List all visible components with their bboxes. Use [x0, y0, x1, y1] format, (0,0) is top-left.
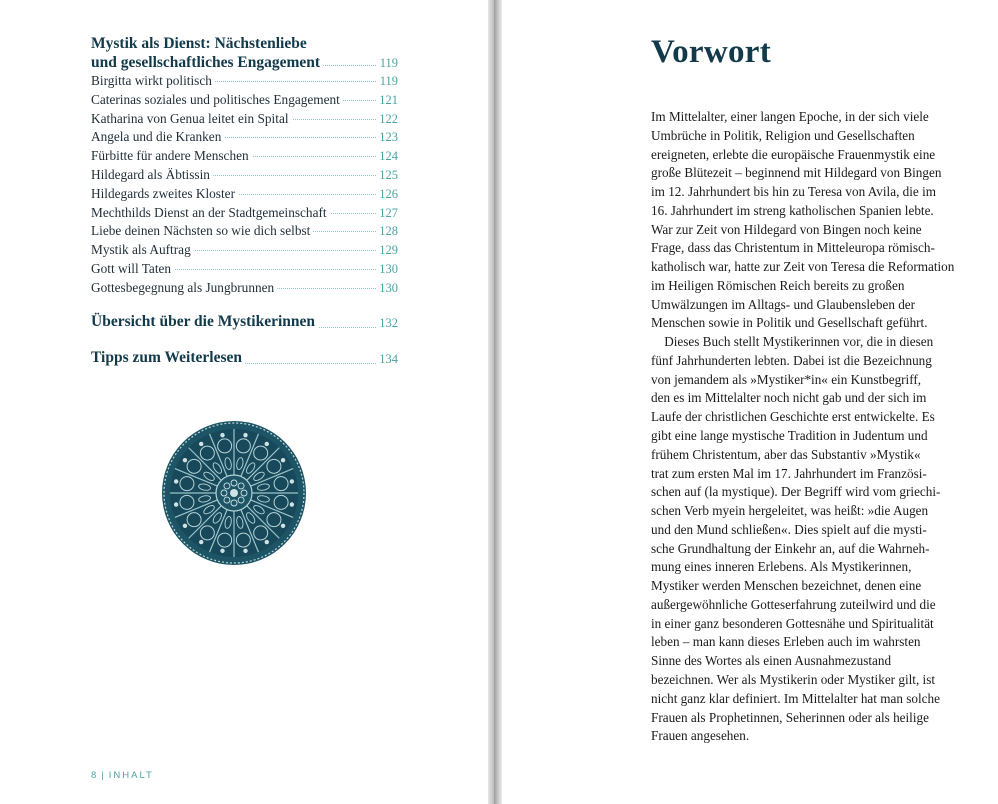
body-line: Im Mittelalter, einer langen Epoche, in der sich viele — [651, 109, 929, 124]
toc-entry-page: 119 — [377, 72, 398, 90]
body-line: Umwälzungen im Alltags- und Glaubensleben der — [651, 296, 916, 312]
toc-section-title-line2: und gesellschaftliches Engagement — [91, 53, 323, 72]
toc-entry-label: Angela und die Kranken — [91, 128, 224, 146]
body-text — [651, 108, 957, 746]
toc-entry[interactable] — [91, 72, 398, 91]
toc-entry-label: Mystik als Auftrag — [91, 241, 194, 259]
rose-window-icon — [161, 420, 307, 566]
body-line: leben – man kann dieses Erleben auch im wahrsten — [651, 634, 921, 650]
body-line: schen auf (la mystique). Der Begriff wird vom griechi- — [651, 484, 941, 500]
body-line: 16. Jahrhundert im streng katholischen Spanien lebte. — [651, 202, 934, 218]
body-line: den es im Mittelalter noch nicht gab und der sich im — [651, 390, 927, 406]
footer-separator: | — [101, 770, 106, 781]
body-line: Mystiker werden Menschen bezeichnet, denen eine — [651, 578, 922, 594]
body-line: Frage, dass das Christentum in Mitteleuropa römisch- — [651, 240, 935, 256]
chapter-title: Vorwort — [651, 34, 772, 70]
toc-overview-entry[interactable] — [91, 313, 398, 335]
body-line: in einer ganz besonderen Gottesnähe und Spiritualität — [651, 615, 934, 631]
body-line: Frauen angesehen. — [651, 728, 750, 744]
toc-entry[interactable] — [91, 91, 398, 110]
toc-entry-page: 130 — [376, 260, 398, 278]
body-line: fünf Jahrhunderten lebten. Dabei ist die Bezeichnung — [651, 352, 932, 368]
body-line: im 12. Jahrhundert bis hin zu Teresa von Avila, die im — [651, 184, 936, 200]
toc-entry-list — [91, 72, 398, 298]
toc-entry-label: Birgitta wirkt politisch — [91, 72, 215, 90]
body-line: Laufe der christlichen Geschichte erst entwickelte. Es — [651, 409, 935, 425]
body-line: sche Grundhaltung der Einkehr an, auf die Wahrneh- — [651, 540, 930, 556]
toc-entry-page: 125 — [376, 166, 398, 184]
body-line: gibt eine lange mystische Tradition in Judentum und — [651, 428, 928, 444]
toc-entry[interactable] — [91, 241, 398, 260]
toc-entry-label: Katharina von Genua leitet ein Spital — [91, 110, 292, 128]
toc-entry-page: 129 — [376, 241, 398, 259]
toc-entry[interactable] — [91, 260, 398, 279]
toc-entry[interactable] — [91, 147, 398, 166]
page-gutter-right — [494, 0, 502, 804]
toc-entry-label: Fürbitte für andere Menschen — [91, 147, 252, 165]
body-line: und den Mund schließen«. Dies spielt auf die mysti- — [651, 521, 927, 537]
toc-entry[interactable] — [91, 128, 398, 147]
body-line: Sinne des Wortes als einen Ausnahmezustand — [651, 653, 892, 669]
toc-entry-page: 122 — [376, 110, 398, 128]
footer-page-number: 8 — [91, 770, 99, 781]
body-line: Umbrüche in Politik, Religion und Gesellschaften — [651, 127, 915, 143]
toc-section-page: 119 — [377, 54, 398, 73]
body-line: frühem Christentum, aber das Substantiv »Mystik« — [651, 446, 921, 462]
body-line: katholisch war, hatte zur Zeit von Teresa die Reformation — [651, 259, 955, 275]
toc-overview-page: 132 — [376, 316, 398, 331]
body-line: Frauen als Prophetinnen, Seherinnen oder als heilige — [651, 709, 929, 725]
toc-entry-label: Liebe deinen Nächsten so wie dich selbst — [91, 222, 313, 240]
toc-entry-page: 121 — [376, 91, 398, 109]
toc-entry-page: 126 — [376, 185, 398, 203]
toc-entry-label: Caterinas soziales und politisches Engagement — [91, 91, 343, 109]
body-line: außergewöhnliche Gotteserfahrung zuteilwird und die — [651, 596, 936, 612]
body-line: Dieses Buch stellt Mystikerinnen vor, die in diesen — [651, 334, 934, 350]
body-line: Menschen sowie in Politik und Gesellschaft geführt. — [651, 315, 928, 331]
table-of-contents — [91, 34, 398, 298]
toc-entry-label: Gott will Taten — [91, 260, 174, 278]
toc-entry[interactable] — [91, 279, 398, 298]
toc-entry-page: 130 — [376, 279, 398, 297]
toc-entry-label: Gottesbegegnung als Jungbrunnen — [91, 279, 277, 297]
body-line: nicht ganz klar definiert. Im Mittelalter hat man solche — [651, 690, 940, 706]
toc-overview-label: Übersicht über die Mystikerinnen — [91, 313, 318, 331]
toc-entry-page: 127 — [376, 204, 398, 222]
body-line: trat zum ersten Mal im 17. Jahrhundert im Französi- — [651, 465, 927, 481]
toc-tips-label: Tipps zum Weiterlesen — [91, 349, 245, 367]
toc-entry-label: Hildegard als Äbtissin — [91, 166, 213, 184]
toc-entry-label: Mechthilds Dienst an der Stadtgemeinschaft — [91, 204, 330, 222]
toc-entry[interactable] — [91, 110, 398, 129]
body-line: War zur Zeit von Hildegard von Bingen noch keine — [651, 221, 922, 237]
toc-entry[interactable] — [91, 222, 398, 241]
body-line: schen Verb myein hergeleitet, was heißt: »die Augen — [651, 503, 929, 519]
toc-entry-page: 124 — [376, 147, 398, 165]
toc-entry-label: Hildegards zweites Kloster — [91, 185, 238, 203]
body-line: große Blütezeit – beginnend mit Hildegard von Bingen — [651, 165, 942, 181]
toc-entry-page: 123 — [376, 128, 398, 146]
footer-section: INHALT — [108, 770, 154, 781]
toc-entry[interactable] — [91, 204, 398, 223]
toc-tips-page: 134 — [376, 352, 398, 367]
toc-entry[interactable] — [91, 185, 398, 204]
toc-tips-entry[interactable] — [91, 349, 398, 371]
body-line: ereigneten, erlebte die europäische Frauenmystik eine — [651, 146, 936, 162]
body-line: im Heiligen Römischen Reich bereits zu großen — [651, 277, 905, 293]
toc-section-title-line1: Mystik als Dienst: Nächstenliebe — [91, 35, 307, 52]
toc-entry-page: 128 — [376, 222, 398, 240]
toc-section-heading[interactable] — [91, 34, 398, 72]
toc-entry[interactable] — [91, 166, 398, 185]
page-footer — [91, 770, 154, 781]
body-line: mung eines inneren Erlebens. Als Mystikerinnen, — [651, 559, 912, 575]
body-line: bezeichnen. Wer als Mystikerin oder Mystiker gilt, ist — [651, 671, 935, 687]
body-line: von jemandem als »Mystiker*in« ein Kunstbegriff, — [651, 371, 922, 387]
